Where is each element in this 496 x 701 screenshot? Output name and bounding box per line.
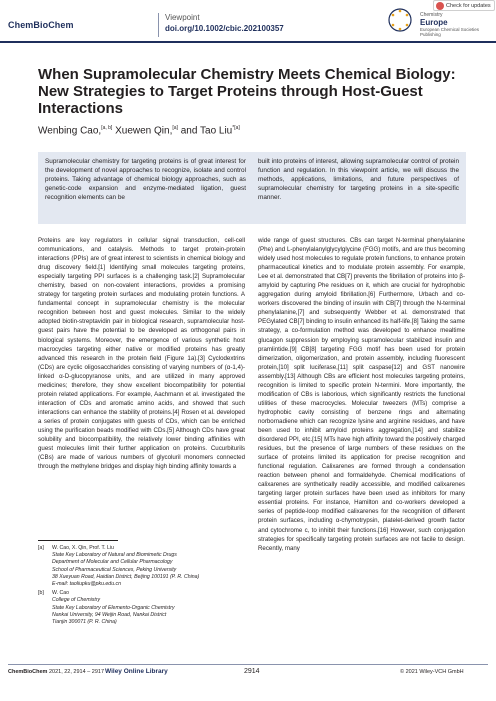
check-updates-label: Check for updates bbox=[446, 2, 491, 9]
copyright-notice: © 2021 Wiley-VCH GmbH bbox=[400, 669, 464, 675]
check-for-updates-button[interactable] bbox=[433, 0, 495, 11]
affiliation-line: Tianjin 300071 (P. R. China) bbox=[52, 619, 117, 626]
author-name[interactable]: Wenbing Cao, bbox=[38, 125, 102, 137]
publisher-link[interactable]: Wiley Online Library bbox=[105, 668, 168, 675]
page-footer bbox=[0, 664, 496, 701]
affiliation-tag: [b] bbox=[38, 590, 44, 597]
body-right-column bbox=[258, 236, 465, 553]
body-paragraph: Proteins are key regulators in cellular signal transduction, cell-cell communications, and catalysis. Methods to target protein-protein interactions (PPIs) are of great interest to scientists in chemical biology and drug discovery field.[1] Identifying small molecules targeting proteins, especially targeting PPI surfaces is a challenging task.[2] Supramolecular chemistry, based on non-covalent interactions, provides a promising strategy for targeting protein surfaces and modulating protein functions. A fundamental concept in supramolecular chemistry is the molecular recognition between host and guest molecules. Similar to the widely adopted biotin-streptavidin pair in biological research, supramolecular host-guest pairs have the potential to be developed as orthogonal pairs in biological systems. Moreover, the emergence of various synthetic host macrocycles targeting either native or modified proteins has greatly advanced this research in the protein field (Figure 1a).[3] Cyclodextrins (CDs) are cyclic oligosaccharides consisting of varying numbers of (α-1,4)-linked α-D-glucopyranose units, and are utilized in many approved medicines; therefore, they show excellent biocompatibility for potential protein related applications. For example, Aachmann et al. investigated the interaction of CDs and aromatic amino acids, and showed that such interactions can enhance the stability of proteins.[4] Rosen et al. developed a series of protein conjugates with guests of CDs, which can be enriched using the purification beads modified with CDs.[5] Although CDs have great solubility and biocompatibility, the relatively lower binding affinities with guest molecules limit their further application on proteins. Cucurbiturils (CBs) are made of various numbers of glycoluril monomers connected through the methylene bridges and display high binding affinity towards a bbox=[38, 237, 245, 471]
header-divider bbox=[158, 13, 159, 37]
section-label: Viewpoint bbox=[165, 13, 200, 22]
footer-citation bbox=[8, 669, 104, 675]
affiliation-names: W. Cao bbox=[52, 590, 70, 597]
header-rule bbox=[0, 41, 496, 43]
contact-email[interactable]: E-mail: taoliupku@pku.edu.cn bbox=[52, 581, 121, 588]
affiliation-line: Department of Molecular and Cellular Pharmacology bbox=[52, 559, 173, 566]
author-list bbox=[38, 125, 240, 136]
abstract-left-column: Supramolecular chemistry for targeting proteins is of great interest for the development of novel approaches to recognize, isolate and control proteins. Taking advantage of chemical biology approaches, such as genetic-code expansion and enzyme-mediated ligation, guest recognition elements can be bbox=[45, 158, 246, 201]
affiliation-names: W. Cao, X. Qin, Prof. T. Liu bbox=[52, 545, 114, 551]
society-line-2: Europe bbox=[420, 18, 448, 27]
author-affiliation-mark: [a] bbox=[172, 125, 178, 131]
footer-volume-pages: 2021, 22, 2914 – 2917 bbox=[48, 669, 105, 675]
doi-link[interactable]: doi.org/10.1002/cbic.202100357 bbox=[165, 24, 284, 33]
affiliation-line: College of Chemistry bbox=[52, 597, 101, 604]
affiliation-line: 38 Xueyuan Road, Haidian District, Beijing 100191 (P. R. China) bbox=[52, 573, 200, 580]
society-line-1: Chemistry bbox=[420, 12, 443, 18]
page-number: 2914 bbox=[244, 668, 260, 675]
author-name[interactable]: and Tao Liu bbox=[180, 125, 233, 137]
update-icon bbox=[436, 2, 444, 10]
author-name[interactable]: Xuewen Qin, bbox=[115, 125, 173, 137]
affiliation-block bbox=[38, 545, 245, 588]
affiliation-line: Nankai University, 94 Weijin Road, Nankai District bbox=[52, 611, 167, 618]
chemistry-europe-logo-icon bbox=[385, 6, 415, 34]
abstract-right-column: built into proteins of interest, allowing supramolecular control of protein function and regulation. In this viewpoint article, we will discuss the methods, applications, limitations, and future perspectives of supramolecular chemistry for targeting proteins in a site-specific manner. bbox=[258, 158, 459, 201]
affiliation-rule bbox=[38, 540, 118, 541]
body-left-column bbox=[38, 236, 245, 471]
affiliation-line: State Key Laboratory of Elemento-Organic Chemistry bbox=[52, 604, 175, 611]
affiliation-line: State Key Laboratory of Natural and Biomimetic Drugs bbox=[52, 552, 177, 559]
affiliations bbox=[38, 545, 245, 628]
author-affiliation-mark: [a, b] bbox=[101, 125, 113, 131]
article-title: When Supramolecular Chemistry Meets Chemical Biology: New Strategies to Target Proteins through Host-Guest Interactions bbox=[38, 66, 456, 117]
affiliation-block bbox=[38, 590, 245, 626]
affiliation-tag: [a] bbox=[38, 545, 44, 551]
society-line-3: European Chemical Societies Publishing bbox=[420, 27, 480, 37]
journal-name[interactable]: ChemBioChem bbox=[8, 20, 74, 30]
page-header bbox=[0, 0, 496, 44]
body-paragraph: wide range of guest structures. CBs can target N-terminal phenylalanine (Phe) and L-phenylalanylglycylglycine (FGG) motifs, and are thus becoming widely used host molecules to regulate protein functions, to enhance protein pharmaceutical kinetics and to modulate protein assembly. For example, Lee et al. demonstrated that CB[7] prevents the fibrillation of proteins into β-amyloid by capturing Phe residues on it, which are crucial for hydrophobic aggregation during amyloid fibrillation.[6] Furthermore, Urbach and co-workers discovered the binding of insulin with CB[7] through the N-terminal phenylalanine,[7] and subsequently Webber et al. demonstrated that PEGylated CB[7] binding to insulin enhanced its half-life.[8] Taking the same strategy, a co-formulation method was developed to enhance mealtime glucagon suppression by employing supramolecular stabilized insulin and pramlintide.[9] CB[8] targeting FGG motif has been used for protein dimerization, oligomerization, and protein assembly, including fluorescent protein,[10] split luciferase,[11] split caspase[12] and GST nanowire assembly.[13] Although CBs are efficient host molecules targeting proteins, recognition is limited to specific protein N-termini. More importantly, the modification of CBs is laborious, which significantly restricts the functional utilities of these macrocycles. Molecular tweezers (MTs) comprise a hydrophobic cavity consisting of benzene rings and alternating norbornadiene which can recognize lysine and arginine residues, and have been used to inhibit amyloid proteins aggregation,[14] and stabilize disordered PPI, etc.[15] MTs have high affinity toward the positively charged residues, but the presence of large numbers of these residues on the surface of proteins limited its application for precise recognition and functional regulation. Calixarenes are formed through a condensation reaction between phenol and formaldehyde. Chemical modifications of calixarenes are synthetically readily accessible, and modified calixarenes targeting larger protein surfaces have been used as inhibitors for many essential proteins. For instance, Hamilton and co-workers developed a series of peptide-loop modified calixarenes for the recognition of different protein surfaces, including α-chymotrypsin, platelet-derived growth factor and cytochrome c, to inhibit their functions.[16] However, such conjugation strategies for specifically targeting protein surfaces are not facile to design. Recently, many bbox=[258, 237, 465, 552]
abstract-box bbox=[38, 152, 466, 224]
footer-rule bbox=[8, 664, 488, 665]
footer-journal: ChemBioChem bbox=[8, 669, 48, 675]
author-affiliation-mark: *[a] bbox=[232, 125, 240, 131]
society-branding bbox=[420, 12, 494, 37]
affiliation-line: School of Pharmaceutical Sciences, Peking University bbox=[52, 566, 177, 573]
